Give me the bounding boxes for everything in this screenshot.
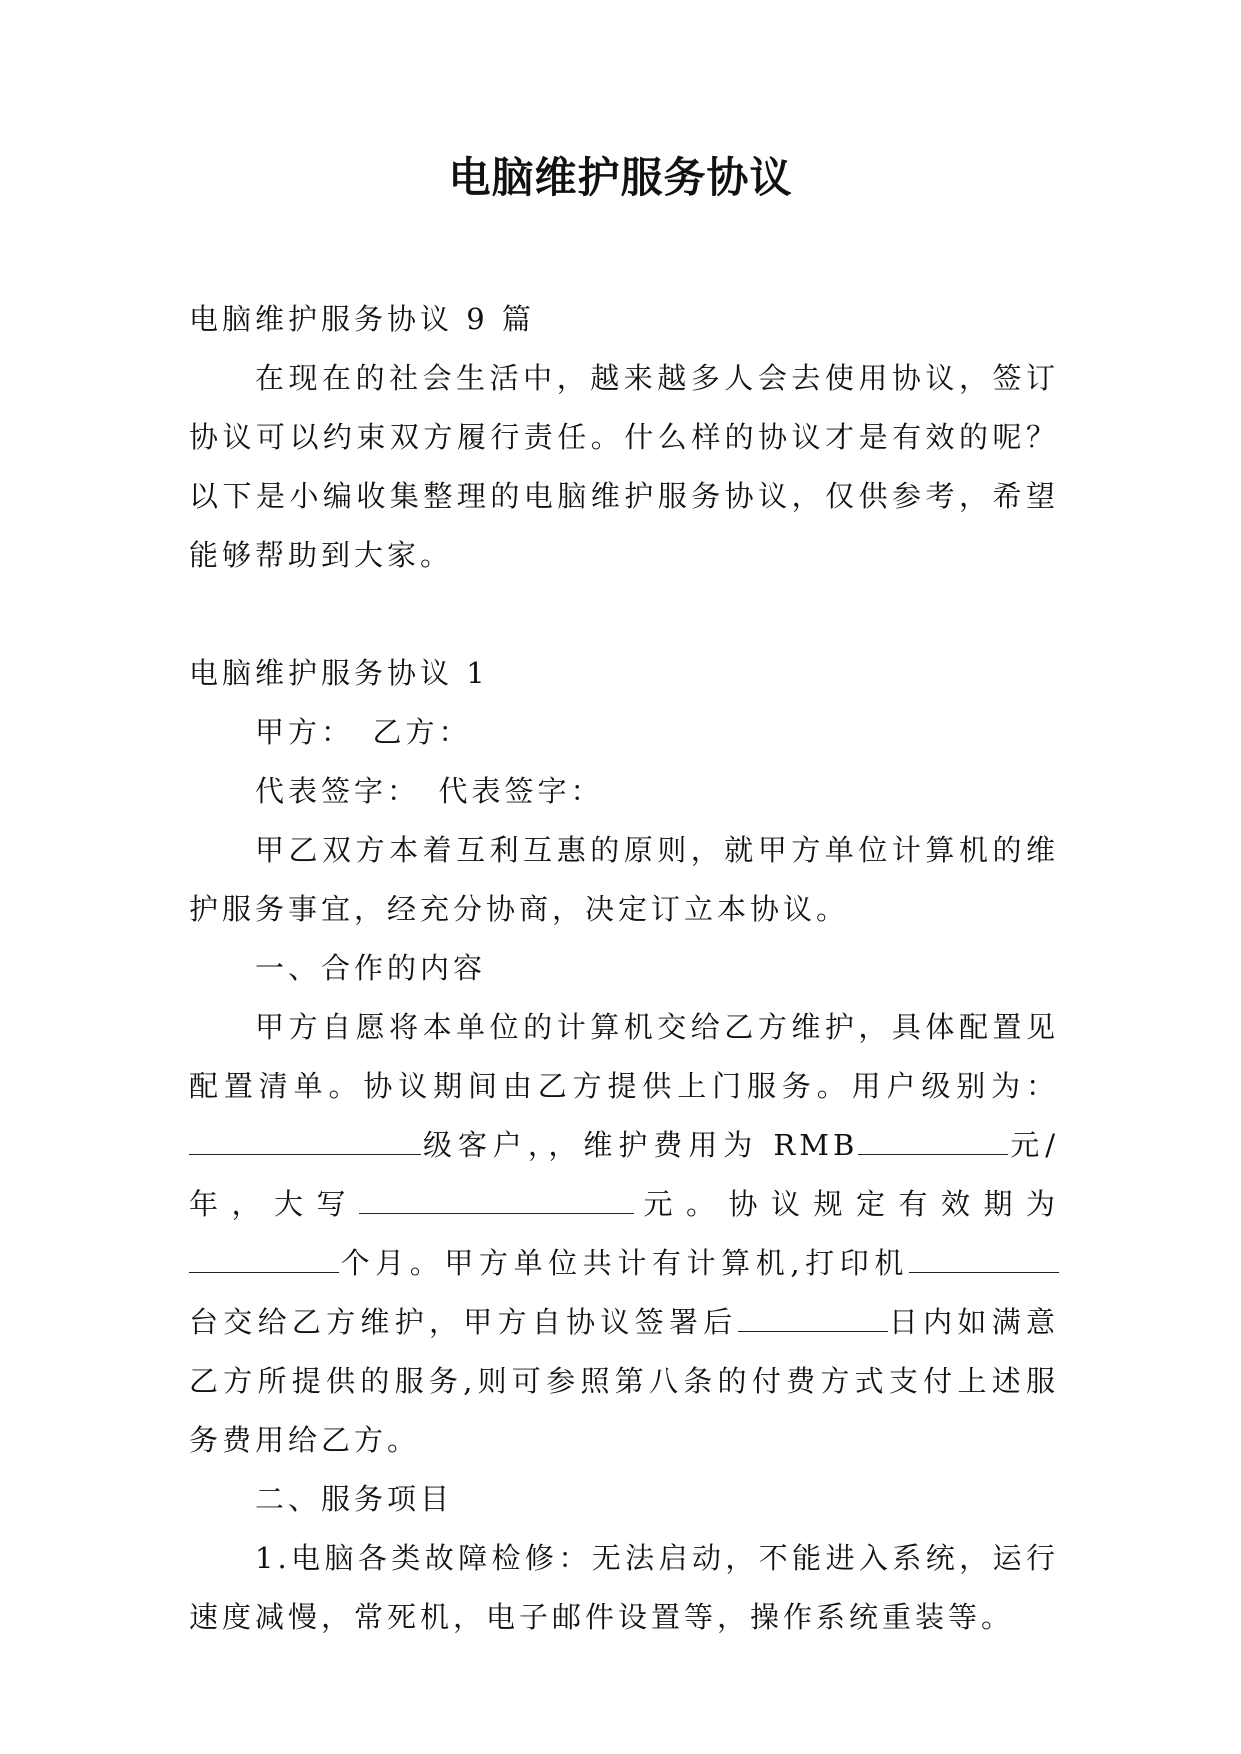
clause-1-text: 日内如满意乙方所提供的服务,则可参照第八条的付费方式支付上述服务费用给乙方。 — [189, 1305, 1059, 1457]
fee-uppercase-blank — [359, 1191, 634, 1214]
service-item-1: 1.电脑各类故障检修：无法启动，不能进入系统，运行速度减慢，常死机，电子邮件设置等，操作系统重装等。 — [189, 1541, 1059, 1634]
customer-level-blank — [189, 1132, 421, 1155]
document-title: 电脑维护服务协议 — [448, 153, 793, 202]
paragraph-gap — [189, 585, 1059, 644]
signature-line: 代表签字： 代表签字： — [255, 774, 604, 808]
clause-1-text: 元。协议规定有效期为 — [634, 1187, 1059, 1221]
clause-1-text: 台交给乙方维护，甲方自协议签署后 — [189, 1305, 738, 1339]
clause-1-text: 元/年，大写 — [189, 1128, 1059, 1221]
clause-1-text: 甲方自愿将本单位的计算机交给乙方维护，具体配置见配置清单。协议期间由乙方提供上门服务。用户级别为： — [189, 1010, 1059, 1103]
printer-count-blank — [909, 1250, 1059, 1273]
fee-blank — [858, 1132, 1008, 1155]
clause-1-text: 个月。甲方单位共计有计算机,打印机 — [339, 1246, 909, 1280]
clause-heading-2: 二、服务项目 — [255, 1482, 454, 1516]
section-heading: 电脑维护服务协议 1 — [189, 656, 489, 690]
validity-blank — [189, 1250, 339, 1273]
intro-paragraph: 在现在的社会生活中，越来越多人会去使用协议，签订协议可以约束双方履行责任。什么样的协议才是有效的呢？以下是小编收集整理的电脑维护服务协议，仅供参考，希望能够帮助到大家。 — [189, 361, 1059, 572]
document-subtitle: 电脑维护服务协议 9 篇 — [189, 302, 535, 336]
document-body — [189, 290, 1059, 1647]
days-blank — [738, 1309, 888, 1332]
party-line: 甲方： 乙方： — [255, 715, 472, 749]
preamble-paragraph: 甲乙双方本着互利互惠的原则，就甲方单位计算机的维护服务事宜，经充分协商，决定订立本协议。 — [189, 833, 1059, 926]
clause-1-text: 级客户，，维护费用为 RMB — [421, 1128, 859, 1162]
clause-heading-1: 一、合作的内容 — [255, 951, 487, 985]
clause-1-paragraph — [189, 998, 1059, 1470]
